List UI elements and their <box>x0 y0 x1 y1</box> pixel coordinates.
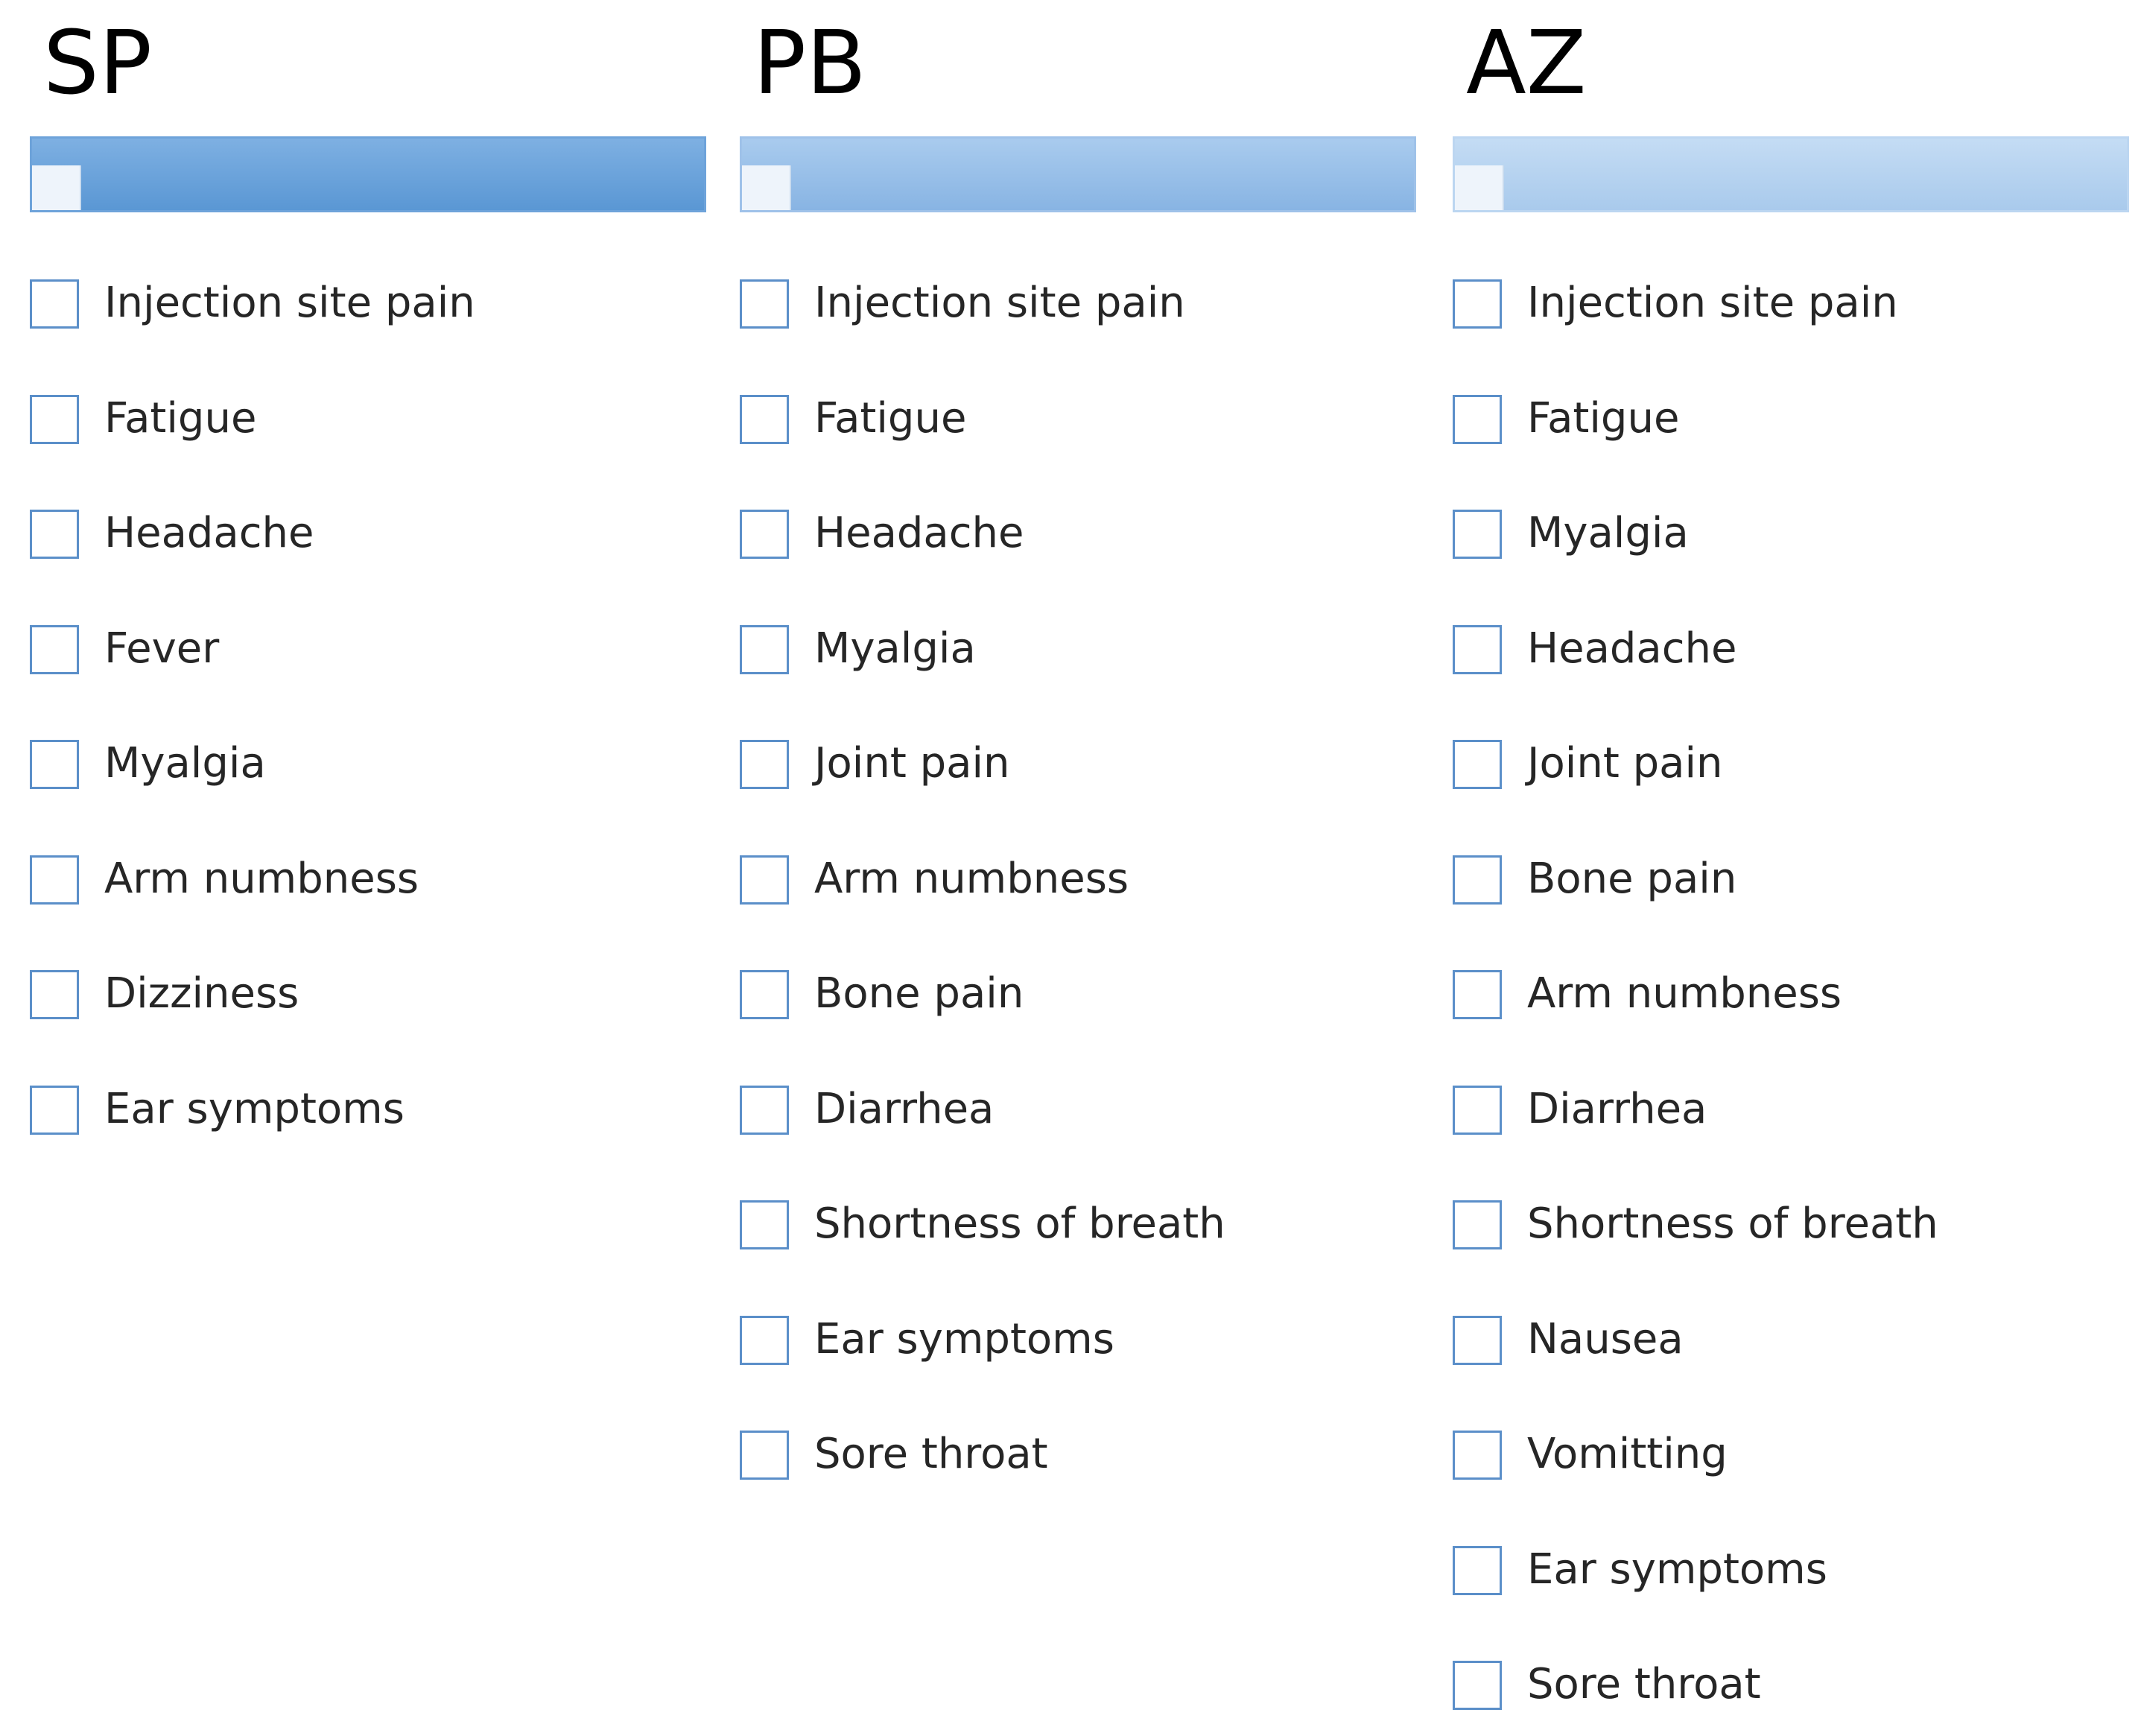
symptom-label: Shortness of breath <box>1527 1200 1938 1248</box>
symptom-label: Sore throat <box>814 1430 1048 1478</box>
column-title: PB <box>753 11 867 114</box>
list-item <box>30 625 700 685</box>
symptom-label: Shortness of breath <box>814 1200 1225 1248</box>
list-item <box>30 395 700 454</box>
symptom-label: Joint pain <box>814 739 1010 788</box>
list-item <box>1453 1431 2123 1490</box>
symptom-checkbox[interactable] <box>1453 1546 1502 1595</box>
symptom-checkbox[interactable] <box>30 395 79 444</box>
column-header-bar <box>1453 136 2129 212</box>
symptom-checkbox[interactable] <box>30 1086 79 1135</box>
symptom-label: Diarrhea <box>814 1085 995 1133</box>
list-item <box>30 855 700 915</box>
list-item <box>1453 510 2123 569</box>
list-item <box>1453 740 2123 799</box>
symptom-checkbox[interactable] <box>740 1200 789 1249</box>
symptom-label: Fatigue <box>814 394 967 443</box>
symptom-label: Injection site pain <box>814 279 1185 327</box>
header-bar-knob <box>742 165 791 210</box>
symptom-label: Headache <box>814 509 1024 557</box>
list-item <box>1453 1661 2123 1720</box>
header-bar-knob <box>1455 165 1504 210</box>
symptom-checkbox[interactable] <box>740 625 789 674</box>
symptom-checkbox[interactable] <box>1453 395 1502 444</box>
list-item <box>1453 279 2123 339</box>
symptom-label: Fever <box>104 624 220 673</box>
symptom-checkbox[interactable] <box>740 970 789 1019</box>
list-item <box>1453 1086 2123 1145</box>
column-header-bar <box>740 136 1416 212</box>
list-item <box>1453 970 2123 1030</box>
symptom-label: Myalgia <box>1527 509 1689 557</box>
symptom-label: Arm numbness <box>814 855 1129 903</box>
list-item <box>1453 855 2123 915</box>
symptom-label: Arm numbness <box>104 855 419 903</box>
symptom-checkbox[interactable] <box>1453 510 1502 559</box>
symptom-checkbox[interactable] <box>1453 1200 1502 1249</box>
symptom-checkbox[interactable] <box>740 1316 789 1365</box>
symptom-label: Headache <box>1527 624 1737 673</box>
symptom-checkbox[interactable] <box>1453 625 1502 674</box>
symptom-label: Dizziness <box>104 969 299 1018</box>
symptom-checkbox[interactable] <box>740 855 789 905</box>
symptom-checkbox[interactable] <box>1453 1086 1502 1135</box>
list-item <box>740 510 1410 569</box>
list-item <box>740 970 1410 1030</box>
list-item <box>30 1086 700 1145</box>
list-item <box>740 1200 1410 1260</box>
list-item <box>30 279 700 339</box>
column-header-bar <box>30 136 706 212</box>
symptom-checkbox[interactable] <box>1453 970 1502 1019</box>
list-item <box>740 855 1410 915</box>
symptom-checkbox[interactable] <box>30 510 79 559</box>
symptom-label: Bone pain <box>814 969 1024 1018</box>
symptom-checkbox[interactable] <box>740 510 789 559</box>
symptom-checkbox[interactable] <box>30 279 79 329</box>
symptom-checkbox[interactable] <box>740 395 789 444</box>
column-title: AZ <box>1466 11 1587 114</box>
list-item <box>30 740 700 799</box>
symptom-label: Myalgia <box>814 624 976 673</box>
symptom-label: Sore throat <box>1527 1660 1761 1708</box>
symptom-label: Fatigue <box>104 394 257 443</box>
list-item <box>1453 1316 2123 1375</box>
list-item <box>1453 1200 2123 1260</box>
list-item <box>1453 395 2123 454</box>
symptom-label: Joint pain <box>1527 739 1723 788</box>
symptom-checkbox[interactable] <box>30 625 79 674</box>
list-item <box>740 395 1410 454</box>
symptom-checkbox[interactable] <box>1453 1316 1502 1365</box>
list-item <box>30 970 700 1030</box>
symptom-checkbox[interactable] <box>740 740 789 789</box>
list-item <box>30 510 700 569</box>
list-item <box>740 625 1410 685</box>
symptom-checkbox[interactable] <box>740 279 789 329</box>
symptom-label: Ear symptoms <box>104 1085 405 1133</box>
symptom-checkbox[interactable] <box>30 740 79 789</box>
list-item <box>740 1431 1410 1490</box>
symptom-checkbox[interactable] <box>740 1086 789 1135</box>
symptom-checkbox[interactable] <box>1453 279 1502 329</box>
symptom-label: Headache <box>104 509 314 557</box>
column-sp <box>30 0 708 1736</box>
symptom-label: Diarrhea <box>1527 1085 1707 1133</box>
symptom-checkbox[interactable] <box>1453 740 1502 789</box>
column-az <box>1453 0 2131 1736</box>
symptom-label: Myalgia <box>104 739 266 788</box>
list-item <box>740 740 1410 799</box>
symptom-checkbox[interactable] <box>30 970 79 1019</box>
symptom-checkbox[interactable] <box>740 1431 789 1480</box>
symptom-checkbox[interactable] <box>30 855 79 905</box>
list-item <box>740 279 1410 339</box>
symptom-label: Injection site pain <box>104 279 475 327</box>
symptom-label: Nausea <box>1527 1315 1684 1363</box>
symptom-label: Ear symptoms <box>1527 1545 1827 1594</box>
column-pb <box>740 0 1418 1736</box>
symptom-checkbox[interactable] <box>1453 855 1502 905</box>
header-bar-knob <box>32 165 81 210</box>
symptom-label: Bone pain <box>1527 855 1737 903</box>
symptom-label: Vomitting <box>1527 1430 1728 1478</box>
symptom-label: Arm numbness <box>1527 969 1842 1018</box>
list-item <box>740 1086 1410 1145</box>
list-item <box>740 1316 1410 1375</box>
column-title: SP <box>43 11 153 114</box>
symptom-checkbox[interactable] <box>1453 1431 1502 1480</box>
symptom-label: Injection site pain <box>1527 279 1898 327</box>
symptom-label: Ear symptoms <box>814 1315 1114 1363</box>
symptom-checkbox[interactable] <box>1453 1661 1502 1710</box>
list-item <box>1453 1546 2123 1606</box>
symptom-label: Fatigue <box>1527 394 1680 443</box>
list-item <box>1453 625 2123 685</box>
